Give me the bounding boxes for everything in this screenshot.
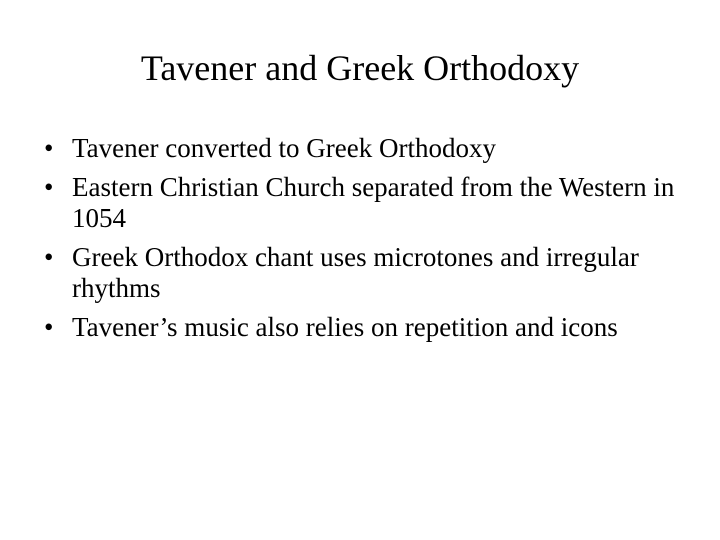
bullet-text: Eastern Christian Church separated from the Western in 1054 bbox=[72, 172, 675, 233]
bullet-marker: • bbox=[44, 242, 54, 272]
bullet-item-4 bbox=[44, 312, 684, 343]
bullet-marker: • bbox=[44, 172, 54, 202]
bullet-text: Tavener converted to Greek Orthodoxy bbox=[72, 133, 496, 163]
bullet-item-3 bbox=[44, 242, 684, 304]
bullet-marker: • bbox=[44, 133, 54, 163]
bullet-item-1 bbox=[44, 133, 684, 164]
slide-title: Tavener and Greek Orthodoxy bbox=[140, 48, 580, 88]
bullet-text: Greek Orthodox chant uses microtones and irregular rhythms bbox=[72, 242, 639, 303]
bullet-item-2 bbox=[44, 172, 684, 234]
bullet-list bbox=[44, 133, 684, 351]
bullet-marker: • bbox=[44, 312, 54, 342]
bullet-text: Tavener’s music also relies on repetition and icons bbox=[72, 312, 618, 342]
